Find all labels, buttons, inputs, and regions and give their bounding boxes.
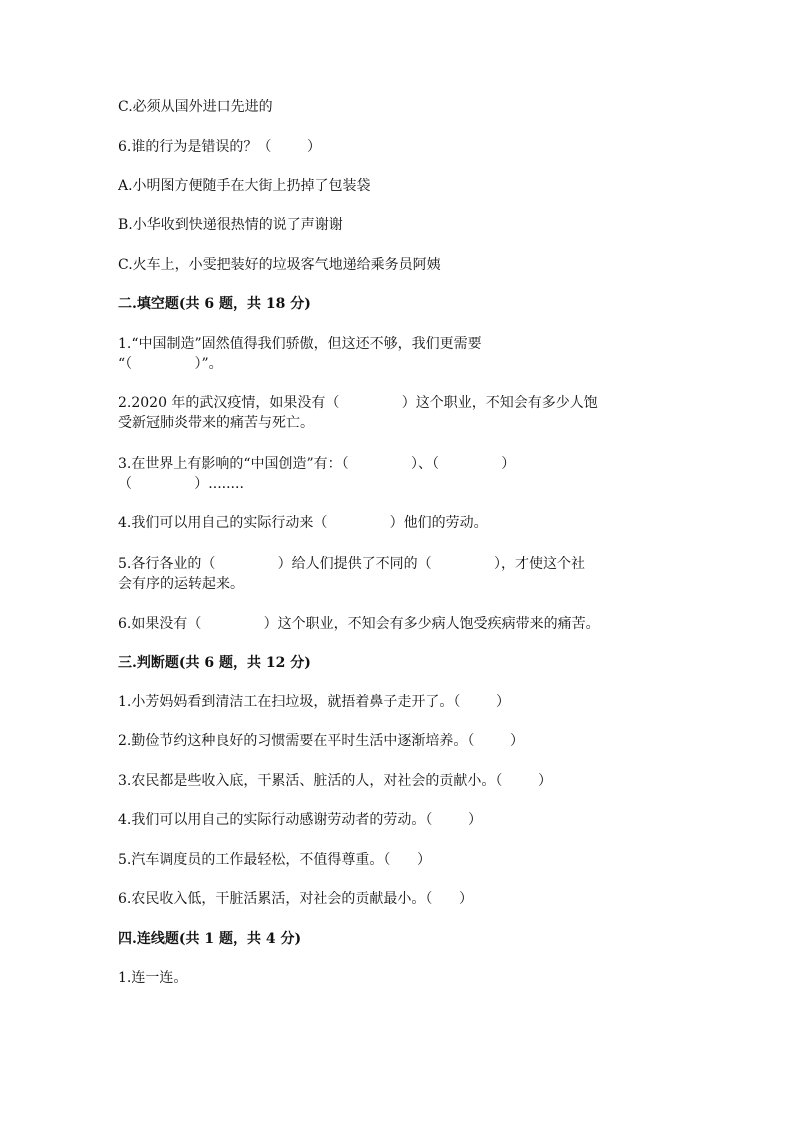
q5-option-c: C.必须从国外进口先进的 xyxy=(118,99,273,115)
section-judgement-heading: 三.判断题(共 6 题，共 12 分) xyxy=(118,655,311,671)
fill-q5-line1: 5.各行各业的（ ）给人们提供了不同的（ ），才使这个社 xyxy=(118,556,585,572)
judge-q1: 1.小芳妈妈看到清洁工在扫垃圾，就捂着鼻子走开了。（ ） xyxy=(118,694,510,710)
judge-q2: 2.勤俭节约这种良好的习惯需要在平时生活中逐渐培养。（ ） xyxy=(118,733,524,749)
matching-q1: 1.连一连。 xyxy=(118,970,188,986)
fill-q3-line1: 3.在世界上有影响的“中国创造”有：（ ）、（ ） xyxy=(118,456,516,472)
fill-q5-line2: 会有序的运转起来。 xyxy=(118,576,244,592)
section-matching-heading: 四.连线题(共 1 题，共 4 分) xyxy=(118,931,302,947)
fill-q3-line2: （ ）........ xyxy=(118,476,244,492)
fill-q2-line2: 受新冠肺炎带来的痛苦与死亡。 xyxy=(118,415,314,431)
fill-q6: 6.如果没有（ ）这个职业，不知会有多少病人饱受疾病带来的痛苦。 xyxy=(118,616,600,632)
judge-q3: 3.农民都是些收入底，干累活、脏活的人，对社会的贡献小。（ ） xyxy=(118,773,552,789)
section-fill-in-heading: 二.填空题(共 6 题，共 18 分) xyxy=(118,296,311,312)
judge-q4: 4.我们可以用自己的实际行动感谢劳动者的劳动。（ ） xyxy=(118,812,482,828)
fill-q1-line2: “（ ）”。 xyxy=(118,356,223,372)
fill-q4: 4.我们可以用自己的实际行动来（ ）他们的劳动。 xyxy=(118,515,488,531)
q6-question: 6.谁的行为是错误的？（ ） xyxy=(118,139,321,155)
q6-option-c: C.火车上，小雯把装好的垃圾客气地递给乘务员阿姨 xyxy=(118,257,441,273)
q6-option-a: A.小明图方便随手在大街上扔掉了包装袋 xyxy=(118,178,371,194)
judge-q6: 6.农民收入低，干脏活累活，对社会的贡献最小。（ ） xyxy=(118,891,474,907)
fill-q1-line1: 1.“中国制造”固然值得我们骄傲，但这还不够，我们更需要 xyxy=(118,336,482,352)
q6-option-b: B.小华收到快递很热情的说了声谢谢 xyxy=(118,217,343,233)
judge-q5: 5.汽车调度员的工作最轻松，不值得尊重。（ ） xyxy=(118,852,432,868)
fill-q2-line1: 2.2020 年的武汉疫情，如果没有（ ）这个职业，不知会有多少人饱 xyxy=(118,395,598,411)
